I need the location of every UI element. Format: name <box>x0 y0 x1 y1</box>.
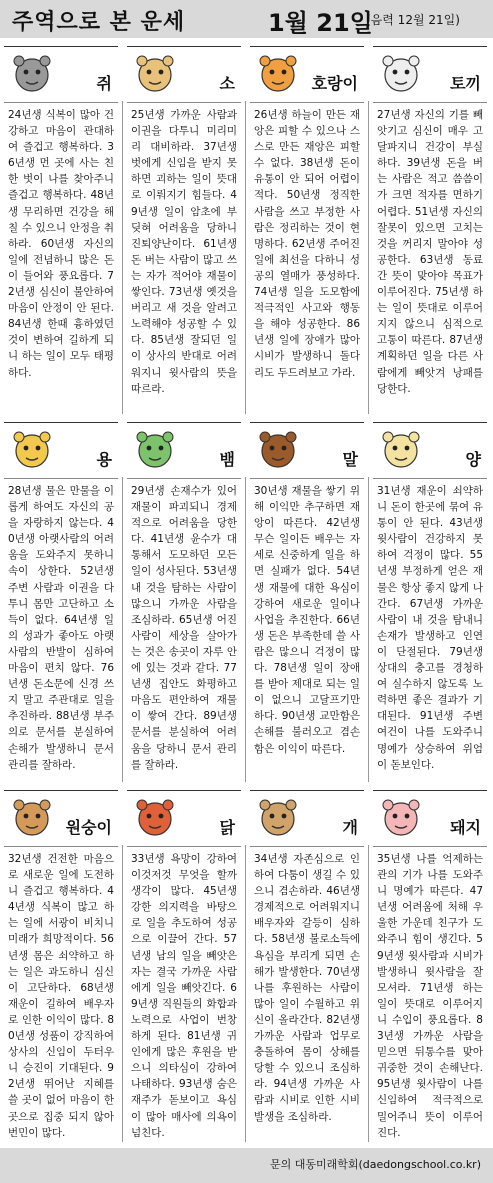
zodiac-card-header <box>127 422 241 478</box>
fortune-text: 35년생 나를 억제하는 관의 기가 나를 도와주니 명예가 따른다. 47년생 어려움에 처해 우울한 가운데 친구가 도와주니 힘이 생긴다. 59년생 윗사람과 시비가 발생하니 윗사람을 잘 모셔라. 71년생 하는 일이 뜻대로 이루어지니 수입이 풍요롭다. 83년생 가까운 사람을 믿으면 뒤통수를 맞아 귀중한 것이 손해난다. 95년생 윗사람이 나를 신임하여 적극적으로 밀어주니 뜻이 이루어진다. <box>373 846 487 1141</box>
fortune-text: 25년생 가까운 사람과 이권을 다투니 미리미리 대비하라. 37년생 벗에게 신임을 받지 못하면 괴하는 일이 뜻대로 이뤄지기 힘들다. 49년생 일이 암초에 부딪혀 어려움을 당하니 진퇴양난이다. 61년생 돈 버는 사람이 많고 쓰는 자가 적어야 재물이 쌓인다. 73년생 옛것을 버리고 새 것을 알려고 노력해야 성공할 수 있다. 85년생 잘되던 일이 상사의 반대로 어려워지니 윗사람의 뜻을 따르라. <box>127 102 241 397</box>
fortune-text: 34년생 자존심으로 인하여 다툼이 생길 수 있으니 겸손하라. 46년생 경제적으로 어려워지니 배우자와 갈등이 심하다. 58년생 불로소득에 욕심을 부리게 되면 손해가 발생한다. 70년생 나를 후원하는 사람이 많아 일이 수월하고 위신이 올라간다. 82년생 가까운 사람과 업무로 충돌하여 몸이 상해를 당할 수 있으니 조심하라. 94년생 가까운 사람과 시비로 인한 시비 발생을 조심하라. <box>250 846 364 1125</box>
fortune-text: 24년생 식복이 많아 건강하고 마음이 관대하여 즐겁고 행복하다. 36년생 먼 곳에 사는 친한 벗이 나를 찾아주니 즐겁고 행복하다. 48년생 무리하면 건강을 해칠 수 있으니 안정을 취하라. 60년생 자신의 일에 전념하니 많은 돈이 들어와 풍요롭다. 72년생 심신이 불안하여 마음이 안정이 안 된다. 84년생 한때 흉하였던 것이 변하여 길하게 되니 하는 일이 모두 태평하다. <box>4 102 118 381</box>
sheep-icon <box>379 427 423 471</box>
zodiac-card-header <box>127 46 241 102</box>
fortune-text: 26년생 하늘이 만든 재앙은 피할 수 있으나 스스로 만든 재앙은 피할 수 없다. 38년생 돈이 유통이 안 되어 어렵이 적다. 50년생 정직한 사람을 쓰고 부정한 사람은 정리하는 것이 현명하다. 62년생 주어진 일에 최선을 다하니 성공의 열매가 풍성하다. 74년생 일을 도모함에 적극적인 사고와 행동을 해야 성공한다. 86년생 일에 장애가 많아 시비가 발생하니 돌다리도 두드려보고 가라. <box>250 102 364 381</box>
zodiac-name: 돼지 <box>450 818 481 837</box>
zodiac-card-header <box>373 790 487 846</box>
rat-icon <box>10 51 54 95</box>
zodiac-card <box>373 422 487 782</box>
fortune-text: 27년생 자신의 기를 빼앗기고 심신이 매우 고달파지니 건강이 부실하다. 39년생 돈을 버는 사람은 적고 씀씀이가 크면 적자를 면하기 어렵다. 51년생 자신의 잘못이 있으면 고치는 것을 꺼리지 말아야 성공한다. 63년생 동료 간 뜻이 맞아야 목표가 이루어진다. 75년생 하는 일이 뜻대로 이루어지지 않으니 심적으로 고통이 따른다. 87년생 계획하던 일을 다른 사람에게 빼앗겨 낭패를 당한다. <box>373 102 487 397</box>
zodiac-card <box>127 790 241 1142</box>
column-divider <box>368 477 369 782</box>
fortune-text: 28년생 물은 만물을 이롭게 하여도 자신의 공을 자랑하지 않는다. 40년생 아랫사람의 어려움을 도와주지 못하니 속이 상한다. 52년생 주변 사람과 이권을 다투니 몸만 고단하고 소득이 없다. 64년생 일의 성과가 좋아도 아랫사람의 반발이 심하여 마음이 편치 않다. 76년생 돈소문에 신경 쓰지 말고 주관대로 일을 추진하라. 88년생 부주의로 문서를 분실하여 손해가 발생하니 문서 관리를 잘하라. <box>4 478 118 773</box>
zodiac-card-header <box>250 422 364 478</box>
ox-icon <box>133 51 177 95</box>
zodiac-card-header <box>373 46 487 102</box>
column-divider <box>245 477 246 782</box>
zodiac-card <box>250 790 364 1142</box>
zodiac-card <box>250 422 364 782</box>
zodiac-card-header <box>373 422 487 478</box>
zodiac-card <box>4 46 118 414</box>
pig-icon <box>379 795 423 839</box>
fortune-text: 31년생 재운이 쇠약하니 돈이 한곳에 묶여 유통이 안 된다. 43년생 윗사람이 건강하지 못하여 걱정이 많다. 55년생 부정하게 얻은 재물은 항상 좋지 않게 나간다. 67년생 가까운 사람이 내 것을 탐내니 손재가 발생하고 인연이 단절된다. 79년생 상대의 충고를 경청하여 실수하지 않도록 노력하면 좋은 결과가 기대된다. 91년생 주변 여건이 나를 도와주니 명예가 상승하여 위엄이 돋보인다. <box>373 478 487 773</box>
column-divider <box>368 845 369 1142</box>
zodiac-card-header <box>4 422 118 478</box>
zodiac-card <box>4 790 118 1142</box>
zodiac-name: 소 <box>219 74 235 93</box>
page-footer <box>0 1148 493 1183</box>
zodiac-card-header <box>250 46 364 102</box>
snake-icon <box>133 427 177 471</box>
column-divider <box>245 101 246 414</box>
zodiac-card-header <box>127 790 241 846</box>
fortune-text: 29년생 손재수가 있어 재물이 파괴되니 경제적으로 어려움을 당한다. 41년생 윤수가 대통해서 도모하던 모든 일이 성사된다. 53년생 내 것을 탐하는 사람이 많으니 가까운 사람을 조심하라. 65년생 어진 사람이 세상을 살아가는 것은 송곳이 자루 안에 있는 것과 같다. 77년생 집안도 화평하고 마음도 편안하여 재물이 쌓여 간다. 89년생 문서를 분실하여 어려움을 당하니 문서 관리를 잘하라. <box>127 478 241 773</box>
zodiac-name: 개 <box>342 818 358 837</box>
fortune-text: 33년생 욕망이 강하여 이것저것 무엇을 할까 생각이 많다. 45년생 강한 의지력을 바탕으로 일을 추도하여 성공으로 이끌어 간다. 57년생 남의 일을 빼앗은 자는 결국 가까운 사람에게 일을 빼앗긴다. 69년생 직원들의 화합과 노력으로 사업이 번창하게 된다. 81년생 귀인에게 많은 후원을 받으니 의타심이 강하여 나태하다. 93년생 숨은 재주가 돋보이고 욕심이 많아 매사에 의욕이 넘친다. <box>127 846 241 1141</box>
dragon-icon <box>10 427 54 471</box>
zodiac-name: 토끼 <box>450 74 481 93</box>
column-divider <box>245 845 246 1142</box>
zodiac-card <box>373 46 487 414</box>
column-divider <box>122 845 123 1142</box>
page-title: 주역으로 본 운세 <box>12 10 186 35</box>
horse-icon <box>256 427 300 471</box>
zodiac-name: 닭 <box>219 818 235 837</box>
rooster-icon <box>133 795 177 839</box>
zodiac-card <box>250 46 364 414</box>
zodiac-card <box>127 46 241 414</box>
page-header <box>0 0 493 38</box>
zodiac-card-header <box>4 46 118 102</box>
zodiac-card <box>127 422 241 782</box>
source-credit: 문의 대동미래학회(daedongschool.co.kr) <box>270 1158 481 1171</box>
tiger-icon <box>256 51 300 95</box>
fortune-text: 32년생 건전한 마음으로 새로운 일에 도전하니 즐겁고 행복하다. 44년생 식복이 많고 하는 일에 서광이 비치니 미래가 희망적이다. 56년생 몸은 쇠약하고 하는 일은 과도하니 심신이 고단하다. 68년생 재운이 길하여 배우자로 인한 이익이 많다. 80년생 성품이 강직하여 상사의 신임이 두터우니 승진이 기대된다. 92년생 뛰어난 지혜를 쓸 곳이 없어 마음이 한곳으로 집중 되지 않아 번민이 많다. <box>4 846 118 1141</box>
lunar-date: (음력 12월 21일) <box>366 13 460 27</box>
zodiac-name: 말 <box>342 450 358 469</box>
solar-date: 1월 21일 <box>268 9 373 37</box>
zodiac-name: 용 <box>96 450 112 469</box>
zodiac-card <box>4 422 118 782</box>
column-divider <box>122 101 123 414</box>
column-divider <box>368 101 369 414</box>
zodiac-card-header <box>250 790 364 846</box>
zodiac-name: 호랑이 <box>311 74 358 93</box>
monkey-icon <box>10 795 54 839</box>
dog-icon <box>256 795 300 839</box>
zodiac-name: 원숭이 <box>65 818 112 837</box>
zodiac-card-header <box>4 790 118 846</box>
rabbit-icon <box>379 51 423 95</box>
zodiac-card <box>373 790 487 1142</box>
column-divider <box>122 477 123 782</box>
zodiac-name: 양 <box>465 450 481 469</box>
zodiac-name: 뱀 <box>219 450 235 469</box>
zodiac-name: 쥐 <box>96 74 112 93</box>
fortune-text: 30년생 재물을 쌓기 위해 이익만 추구하면 재앙이 따른다. 42년생 무슨 일이든 배우는 자세로 신중하게 일을 하면 실패가 없다. 54년생 재물에 대한 욕심이 강하여 새로운 일이나 사업을 추진한다. 66년생 돈은 부족한데 쓸 사람은 많으니 걱정이 많다. 78년생 일이 장애를 받아 제대로 되는 일이 없으니 고달프기만 하다. 90년생 교만함은 손해를 불러오고 겸손함은 이익이 따른다. <box>250 478 364 757</box>
